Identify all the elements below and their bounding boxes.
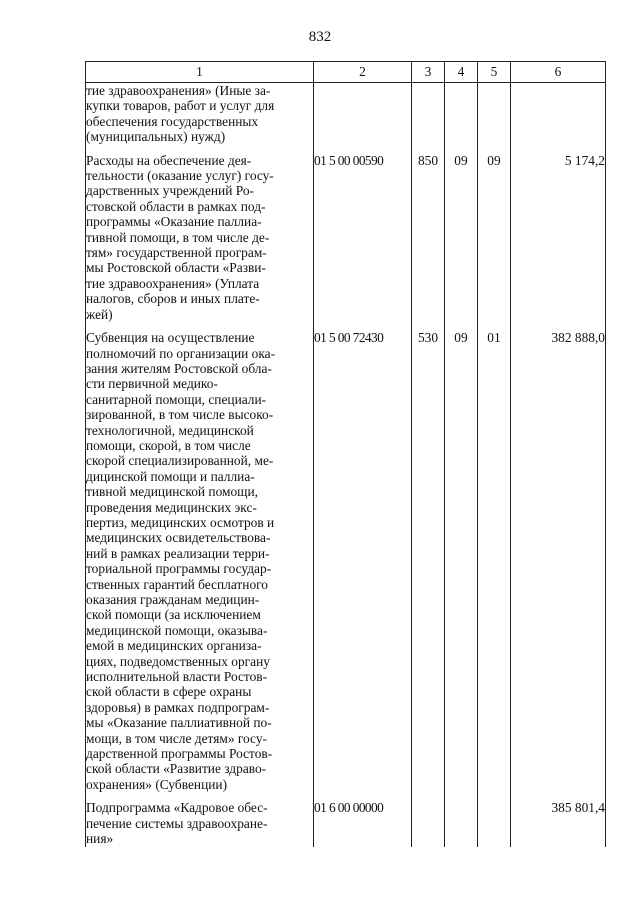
table-row [86,792,606,846]
header-col-2: 2 [314,62,412,83]
row-description: Субвенция на осуществление полномочий по организации ока- зания жителям Ростовской обла- сти первичной медико- санитарной помощи, специали- зированной, в том числе высоко- технологичной, медицинской помощи, скорой, в том числе скорой специализированной, ме- дицинской помощи и паллиа- тивной медицинской помощи, проведения медицинских экс- пертиз, медицинских осмотров и медицинских освидетельствова- ний в рамках реализации терри- ториальной программы государ- ственных гарантий бесплатного оказания гражданам медицин- ской помощи (за исключением медицинской помощи, оказыва- емой в медицинских организа- циях, подведомственных органу исполнительной власти Ростов- ской области в сфере охраны здоровья) в рамках подпрограм- мы «Оказание паллиативной по- мощи, в том числе детям» госу- дарственной программы Ростов- ской области «Развитие здраво- охранения» (Субвенции) [86,322,314,792]
row-description: Подпрограмма «Кадровое обес- печение системы здравоохране- ния» [86,792,314,846]
row-pr: 09 [478,145,511,322]
row-amount: 382 888,0 [511,322,606,792]
table-row [86,145,606,322]
header-col-3: 3 [412,62,445,83]
row-vr: 530 [412,322,445,792]
row-rz: 09 [445,145,478,322]
row-vr [412,83,445,145]
header-row [86,62,606,83]
row-code: 01 5 00 72430 [314,322,412,792]
page-number: 832 [308,29,332,45]
row-code [314,83,412,145]
row-pr: 01 [478,322,511,792]
header-col-4: 4 [445,62,478,83]
row-code: 01 5 00 00590 [314,145,412,322]
header-col-5: 5 [478,62,511,83]
row-rz [445,83,478,145]
row-amount: 385 801,4 [511,792,606,846]
row-description: тие здравоохранения» (Иные за- купки товаров, работ и услуг для обеспечения государственных (муниципальных) нужд) [86,83,314,145]
header-col-6: 6 [511,62,606,83]
row-vr: 850 [412,145,445,322]
row-rz [445,792,478,846]
row-pr [478,792,511,846]
row-code: 01 6 00 00000 [314,792,412,846]
row-description: Расходы на обеспечение дея- тельности (оказание услуг) госу- дарственных учреждений Ро- стовской области в рамках под- программы «Оказание паллиа- тивной помощи, в том числе де- тям» государственной програм- мы Ростовской области «Разви- тие здравоохранения» (Уплата налогов, сборов и иных плате- жей) [86,145,314,322]
table-body [86,83,606,847]
table-row [86,322,606,792]
header-col-1: 1 [86,62,314,83]
row-amount: 5 174,2 [511,145,606,322]
row-vr [412,792,445,846]
table-row [86,83,606,145]
row-pr [478,83,511,145]
table-header [86,62,606,83]
budget-table [85,61,606,847]
row-rz: 09 [445,322,478,792]
row-amount [511,83,606,145]
